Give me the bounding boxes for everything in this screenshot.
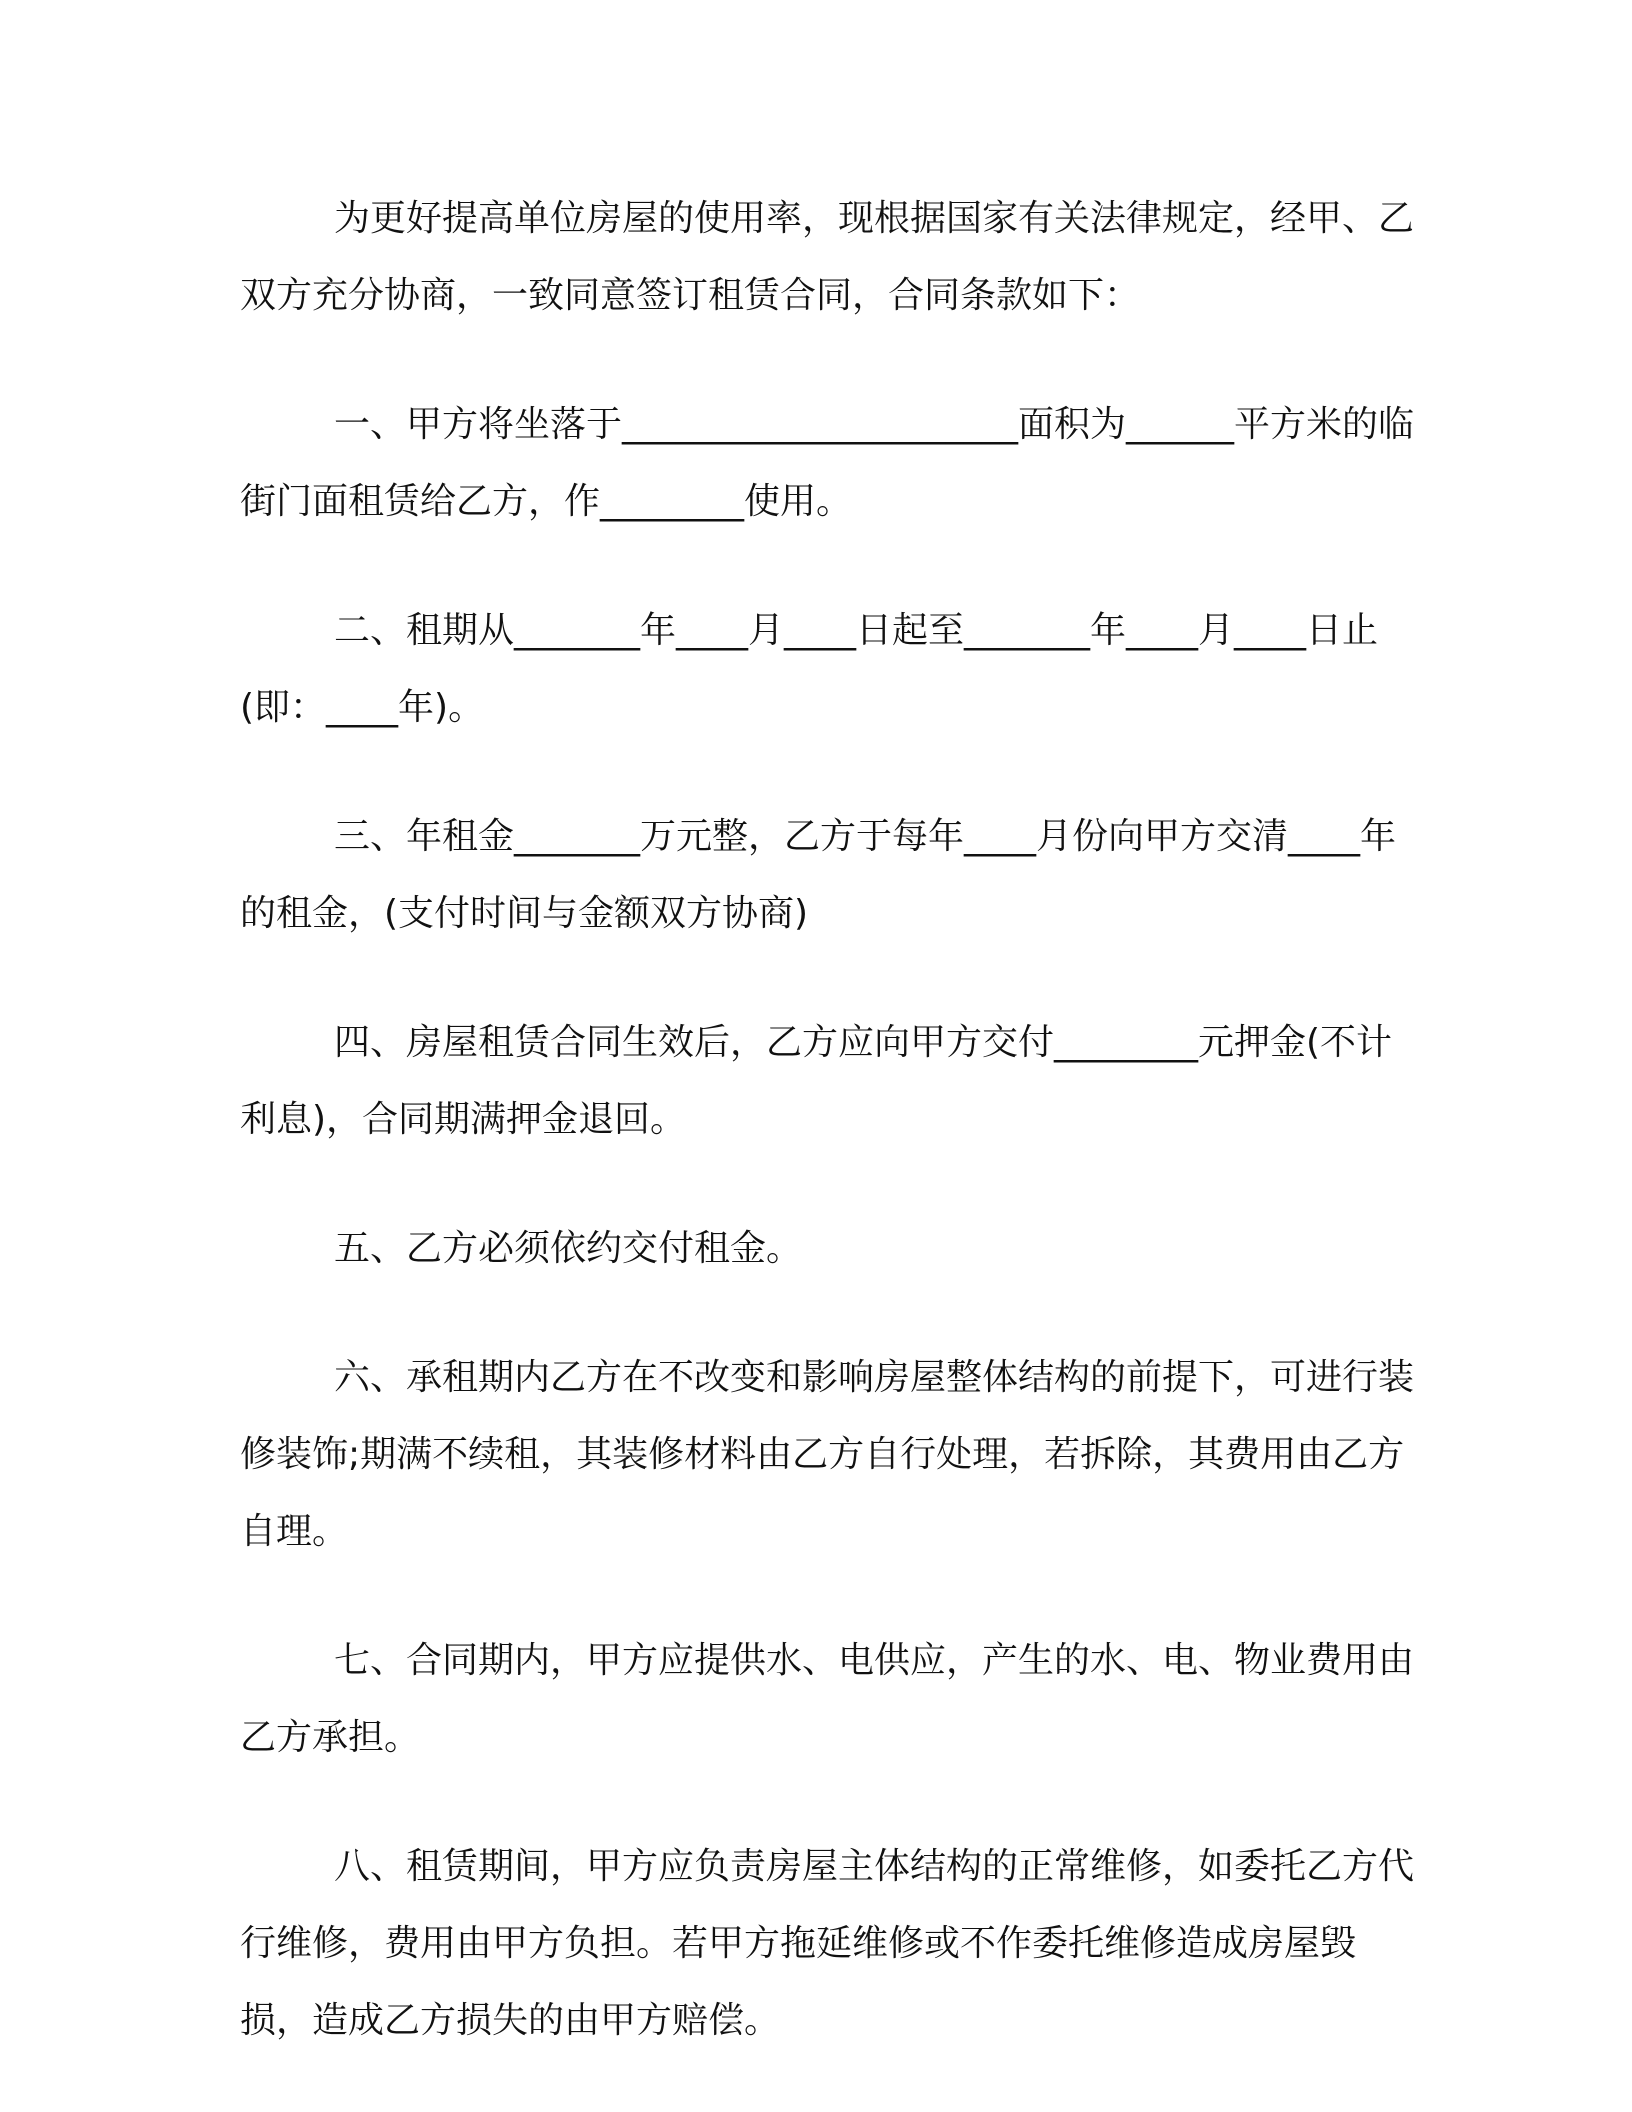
- paragraph-clause-6-renovation: 六、承租期内乙方在不改变和影响房屋整体结构的前提下，可进行装修装饰;期满不续租，其装修材料由乙方自行处理，若拆除，其费用由乙方自理。: [240, 1357, 1415, 1552]
- paragraph-clause-1-premises: 一、甲方将坐落于______________________面积为______平方米的临街门面租赁给乙方，作________使用。: [240, 404, 1415, 522]
- paragraph-clause-2-term: 二、租期从_______年____月____日起至_______年____月____日止(即：____年)。: [240, 610, 1379, 728]
- paragraph-clause-3-rent: 三、年租金_______万元整，乙方于每年____月份向甲方交清____年的租金，(支付时间与金额双方协商): [240, 816, 1397, 934]
- paragraph-clause-5-payment: 五、乙方必须依约交付租金。: [334, 1228, 803, 1269]
- paragraph-clause-8-maintenance: 八、租赁期间，甲方应负责房屋主体结构的正常维修，如委托乙方代行维修，费用由甲方负担。若甲方拖延维修或不作委托维修造成房屋毁损，造成乙方损失的由甲方赔偿。: [240, 1846, 1415, 2041]
- paragraph-clause-7-utilities: 七、合同期内，甲方应提供水、电供应，产生的水、电、物业费用由乙方承担。: [240, 1640, 1415, 1758]
- contract-body: [240, 180, 1420, 2059]
- paragraph-clause-4-deposit: 四、房屋租赁合同生效后，乙方应向甲方交付________元押金(不计利息)，合同期满押金退回。: [240, 1022, 1393, 1140]
- paragraph-intro: 为更好提高单位房屋的使用率，现根据国家有关法律规定，经甲、乙双方充分协商，一致同意签订租赁合同，合同条款如下：: [240, 198, 1415, 316]
